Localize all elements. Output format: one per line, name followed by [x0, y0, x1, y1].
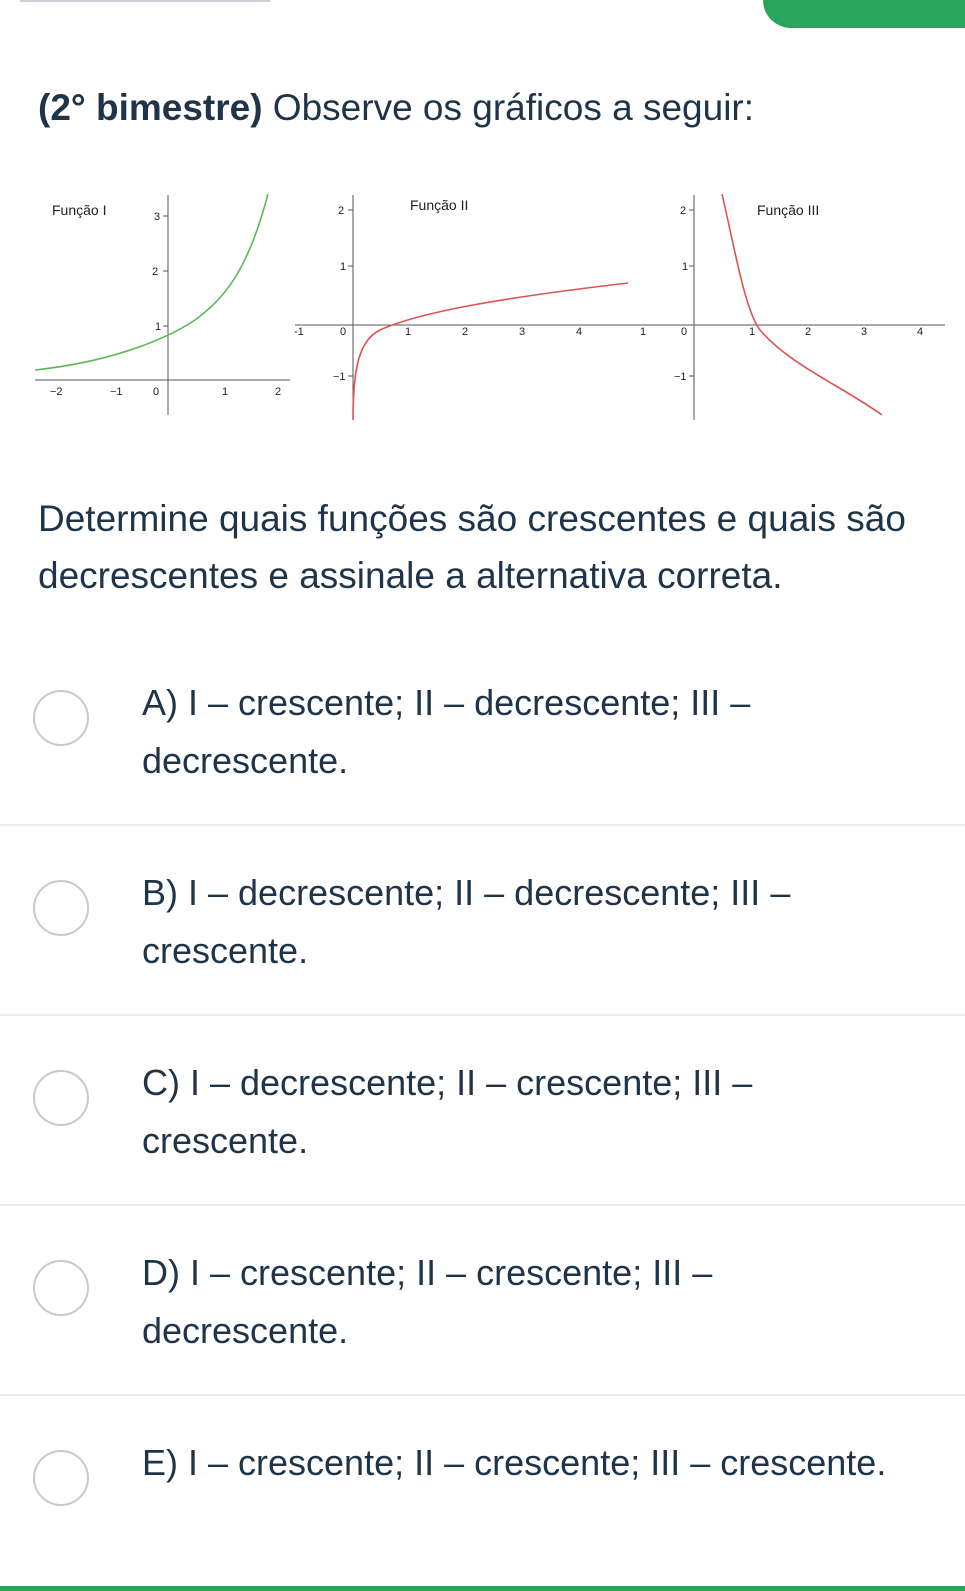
- f1-ytick: 2: [152, 266, 159, 278]
- radio-circle-icon[interactable]: [33, 690, 89, 746]
- question-title: [38, 84, 754, 132]
- points-badge: [763, 0, 965, 28]
- radio-circle-icon[interactable]: [33, 1070, 89, 1126]
- f3-xtick: 1: [640, 326, 647, 338]
- graph-funcao-1: [35, 194, 290, 415]
- option-label: D) I – crescente; II – crescente; III – decrescente.: [142, 1252, 713, 1351]
- radio-circle-icon[interactable]: [33, 1450, 89, 1506]
- question-prompt: Determine quais funções são crescentes e quais são decrescentes e assinale a alternativa correta.: [38, 498, 906, 596]
- option-d[interactable]: [0, 1206, 965, 1396]
- option-a[interactable]: [0, 636, 965, 826]
- f3-curve: [722, 194, 882, 415]
- f1-ytick: 1: [155, 321, 162, 333]
- f2-ytick: 2: [338, 205, 345, 217]
- f1-xtick: 1: [222, 386, 229, 398]
- f3-ytick: −1: [674, 371, 687, 383]
- option-b[interactable]: [0, 826, 965, 1016]
- option-e[interactable]: [0, 1396, 965, 1586]
- f3-xtick: 2: [805, 326, 812, 338]
- f1-xtick: 0: [153, 386, 160, 398]
- f2-ytick: −1: [333, 371, 346, 383]
- graphs-svg: [0, 180, 965, 440]
- option-label: A) I – crescente; II – decrescente; III – decrescente.: [142, 682, 751, 781]
- f2-title: Função II: [410, 197, 469, 213]
- option-label: B) I – decrescente; II – decrescente; III – crescente.: [142, 872, 791, 971]
- radio-circle-icon[interactable]: [33, 880, 89, 936]
- answer-options: [0, 636, 965, 1586]
- f2-ytick: 1: [340, 261, 347, 273]
- f3-xtick: 3: [861, 326, 868, 338]
- question-prefix: (2° bimestre): [38, 87, 263, 128]
- f3-xtick: 1: [749, 326, 756, 338]
- radio-circle-icon[interactable]: [33, 1260, 89, 1316]
- f3-ytick: 1: [682, 261, 689, 273]
- f1-xtick: −2: [50, 386, 63, 398]
- graph-funcao-2: [294, 195, 630, 420]
- f2-xtick: 1: [405, 326, 412, 338]
- f1-ytick: 3: [154, 211, 161, 223]
- f1-xtick: 2: [275, 386, 282, 398]
- question-text: Observe os gráficos a seguir:: [262, 87, 755, 128]
- f2-xtick: 4: [576, 326, 583, 338]
- f3-title: Função III: [757, 202, 820, 218]
- f2-xtick: 0: [340, 326, 347, 338]
- f1-xtick: −1: [110, 386, 123, 398]
- f2-xtick: -1: [294, 326, 304, 338]
- f2-xtick: 3: [519, 326, 526, 338]
- f2-xtick: 2: [462, 326, 469, 338]
- graphs-figure: [0, 180, 965, 440]
- option-label: C) I – decrescente; II – crescente; III – crescente.: [142, 1062, 753, 1161]
- f1-title: Função I: [52, 202, 107, 218]
- option-label: E) I – crescente; II – crescente; III – crescente.: [142, 1442, 887, 1483]
- back-arrow-icon[interactable]: [20, 0, 270, 6]
- graph-funcao-3: [630, 194, 945, 420]
- bottom-accent-bar: [0, 1586, 965, 1591]
- f1-curve: [35, 194, 268, 370]
- option-c[interactable]: [0, 1016, 965, 1206]
- f3-xtick: 0: [681, 326, 688, 338]
- f2-curve: [353, 283, 628, 420]
- f3-xtick: 4: [917, 326, 924, 338]
- f3-ytick: 2: [680, 205, 687, 217]
